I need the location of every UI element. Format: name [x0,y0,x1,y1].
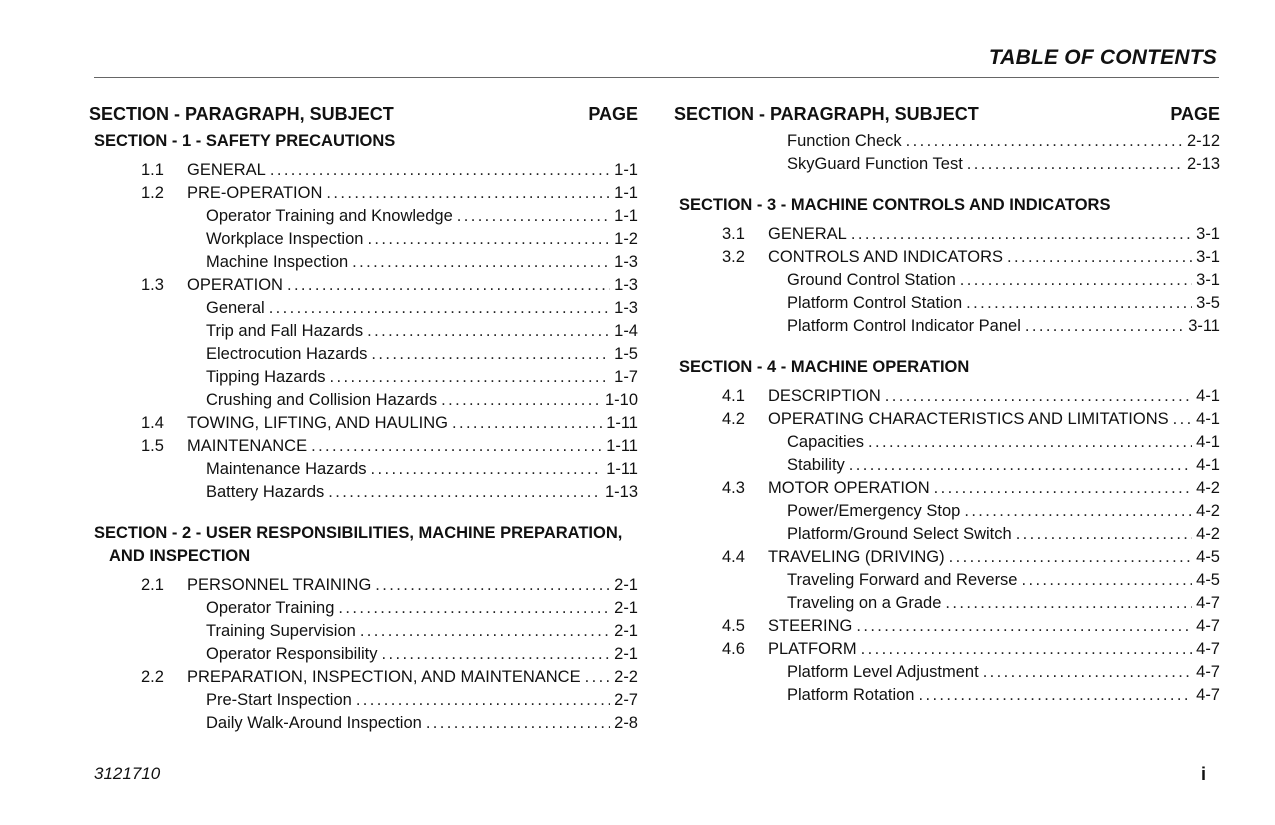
toc-entry-label: PLATFORM [768,640,857,658]
dot-leader [585,666,611,689]
toc-entry[interactable] [674,661,1220,684]
toc-entry-page: 2-1 [614,599,638,617]
dot-leader [270,159,610,182]
toc-entry-label: MAINTENANCE [187,437,308,455]
dot-leader [426,712,610,735]
toc-entry[interactable] [674,153,1220,176]
column-header-page: PAGE [588,104,638,124]
toc-entry[interactable] [674,431,1220,454]
toc-entry-label: Trip and Fall Hazards [206,322,364,340]
toc-entry-number: 2.2 [141,668,164,686]
toc-entry-page: 4-1 [1196,433,1220,451]
dot-leader [371,458,603,481]
toc-entry-page: 1-11 [606,437,638,455]
toc-entry[interactable] [89,666,638,689]
toc-entry-label: Stability [787,456,845,474]
toc-entry[interactable] [674,638,1220,661]
toc-entry-label: Platform Level Adjustment [787,663,979,681]
toc-list [674,223,1220,338]
dot-leader [1173,408,1193,431]
toc-entry[interactable] [89,297,638,320]
toc-entry-label: Battery Hazards [206,483,325,501]
dot-leader [441,389,601,412]
toc-entry-label: Traveling Forward and Reverse [787,571,1018,589]
toc-entry[interactable] [89,228,638,251]
dot-leader [1025,315,1184,338]
toc-entry[interactable] [89,343,638,366]
toc-entry-page: 1-1 [614,207,638,225]
toc-entry-label: PREPARATION, INSPECTION, AND MAINTENANCE [187,668,581,686]
toc-entry-number: 4.6 [722,640,745,658]
section-title-2-line2: AND INSPECTION [109,547,251,565]
toc-entry-label: OPERATION [187,276,283,294]
toc-entry-number: 1.4 [141,414,164,432]
toc-entry-page: 4-7 [1196,617,1220,635]
toc-entry-page: 1-3 [614,276,638,294]
toc-entry-page: 1-13 [604,483,638,501]
dot-leader [949,546,1193,569]
toc-entry-page: 2-1 [614,576,638,594]
toc-list-continued [674,130,1220,176]
toc-entry[interactable] [89,689,638,712]
toc-entry-page: 3-1 [1196,248,1220,266]
toc-entry[interactable] [674,269,1220,292]
dot-leader [457,205,610,228]
toc-entry-label: Operator Responsibility [206,645,378,663]
dot-leader [371,343,610,366]
toc-entry-label: OPERATING CHARACTERISTICS AND LIMITATIONS [768,410,1169,428]
toc-entry-label: TOWING, LIFTING, AND HAULING [187,414,448,432]
dot-leader [382,643,611,666]
toc-entry-page: 1-1 [614,161,638,179]
dot-leader [311,435,602,458]
toc-entry-label: TRAVELING (DRIVING) [768,548,945,566]
toc-entry-label: Machine Inspection [206,253,349,271]
toc-entry-label: Platform Control Station [787,294,963,312]
toc-entry-number: 4.5 [722,617,745,635]
toc-entry-number: 1.3 [141,276,164,294]
dot-leader [967,153,1183,176]
toc-entry-number: 2.1 [141,576,164,594]
column-header [89,101,638,128]
toc-entry-page: 1-4 [614,322,638,340]
dot-leader [367,228,610,251]
toc-entry-page: 4-7 [1196,663,1220,681]
dot-leader [352,251,610,274]
toc-list [674,385,1220,707]
toc-entry[interactable] [89,274,638,297]
dot-leader [960,269,1192,292]
toc-entry-label: Function Check [787,132,902,150]
dot-leader [367,320,610,343]
toc-entry[interactable] [89,159,638,182]
toc-entry-number: 4.1 [722,387,745,405]
toc-entry[interactable] [89,320,638,343]
toc-entry[interactable] [674,500,1220,523]
toc-entry-label: Platform Rotation [787,686,915,704]
toc-entry-label: CONTROLS AND INDICATORS [768,248,1004,266]
toc-entry[interactable] [674,315,1220,338]
toc-entry[interactable] [674,246,1220,269]
toc-entry-label: GENERAL [768,225,847,243]
toc-entry-number: 1.2 [141,184,164,202]
dot-leader [330,366,611,389]
toc-list [89,159,638,504]
toc-entry-page: 3-1 [1196,225,1220,243]
toc-entry[interactable] [89,251,638,274]
toc-entry[interactable] [89,205,638,228]
toc-entry-page: 2-12 [1186,132,1220,150]
dot-leader [360,620,610,643]
toc-entry[interactable] [674,684,1220,707]
toc-entry-label: GENERAL [187,161,266,179]
toc-entry-page: 4-7 [1196,594,1220,612]
dot-leader [983,661,1192,684]
column-header [674,101,1220,128]
column-header-subject: SECTION - PARAGRAPH, SUBJECT [674,104,979,124]
toc-entry-page: 4-5 [1196,548,1220,566]
toc-entry-label: DESCRIPTION [768,387,881,405]
toc-entry-page: 1-11 [606,414,638,432]
dot-leader [945,592,1192,615]
dot-leader [885,385,1192,408]
toc-entry-page: 1-3 [614,299,638,317]
toc-entry[interactable] [89,412,638,435]
toc-entry[interactable] [674,385,1220,408]
toc-column-left [89,101,638,735]
toc-entry-label: Tipping Hazards [206,368,326,386]
toc-entry-page: 4-1 [1196,456,1220,474]
toc-entry-page: 2-1 [614,645,638,663]
dot-leader [328,481,601,504]
section-title-3: SECTION - 3 - MACHINE CONTROLS AND INDICATORS [679,196,1111,214]
dot-leader [856,615,1192,638]
toc-entry-label: Electrocution Hazards [206,345,368,363]
toc-entry-page: 4-2 [1196,525,1220,543]
toc-entry-label: STEERING [768,617,853,635]
dot-leader [964,500,1192,523]
toc-entry-label: General [206,299,265,317]
dot-leader [326,182,610,205]
toc-entry-page: 4-2 [1196,479,1220,497]
toc-entry-label: Capacities [787,433,865,451]
toc-entry-number: 3.1 [722,225,745,243]
toc-entry-page: 4-2 [1196,502,1220,520]
dot-leader [287,274,610,297]
toc-entry-number: 4.2 [722,410,745,428]
toc-entry[interactable] [89,620,638,643]
toc-entry-page: 2-1 [614,622,638,640]
toc-entry[interactable] [674,546,1220,569]
toc-entry-label: Traveling on a Grade [787,594,942,612]
dot-leader [906,130,1183,153]
column-header-subject: SECTION - PARAGRAPH, SUBJECT [89,104,394,124]
toc-entry[interactable] [89,366,638,389]
toc-entry-number: 1.1 [141,161,164,179]
toc-entry[interactable] [89,481,638,504]
toc-entry-label: Power/Emergency Stop [787,502,961,520]
page-title: TABLE OF CONTENTS [988,46,1217,69]
toc-entry-label: Crushing and Collision Hazards [206,391,438,409]
toc-entry-page: 1-3 [614,253,638,271]
toc-entry-label: MOTOR OPERATION [768,479,930,497]
dot-leader [966,292,1192,315]
dot-leader [1016,523,1192,546]
toc-entry[interactable] [674,223,1220,246]
toc-entry[interactable] [89,597,638,620]
dot-leader [934,477,1192,500]
toc-entry-number: 4.3 [722,479,745,497]
toc-entry[interactable] [89,643,638,666]
section-title-4: SECTION - 4 - MACHINE OPERATION [679,358,970,376]
toc-entry[interactable] [674,408,1220,431]
toc-entry-page: 3-11 [1188,317,1220,335]
toc-entry-page: 2-2 [614,668,638,686]
toc-entry-page: 1-11 [606,460,638,478]
toc-entry-page: 1-5 [614,345,638,363]
toc-entry-label: Platform/Ground Select Switch [787,525,1012,543]
toc-entry[interactable] [674,569,1220,592]
toc-entry[interactable] [674,130,1220,153]
toc-entry-page: 2-8 [614,714,638,732]
dot-leader [1021,569,1192,592]
dot-leader [849,454,1192,477]
column-header-page: PAGE [1170,104,1220,124]
dot-leader [356,689,610,712]
toc-entry-label: Workplace Inspection [206,230,364,248]
toc-entry[interactable] [674,592,1220,615]
toc-entry-label: PERSONNEL TRAINING [187,576,372,594]
dot-leader [861,638,1193,661]
toc-entry-label: Maintenance Hazards [206,460,367,478]
toc-entry-label: Training Supervision [206,622,356,640]
document-number: 3121710 [94,764,161,783]
toc-entry-label: Daily Walk-Around Inspection [206,714,422,732]
toc-entry[interactable] [89,435,638,458]
toc-entry-label: Platform Control Indicator Panel [787,317,1021,335]
toc-entry-page: 4-1 [1196,410,1220,428]
toc-entry-page: 4-5 [1196,571,1220,589]
dot-leader [918,684,1192,707]
toc-entry-number: 1.5 [141,437,164,455]
toc-entry[interactable] [89,458,638,481]
header-rule [94,77,1219,78]
toc-entry[interactable] [89,712,638,735]
toc-entry[interactable] [674,477,1220,500]
toc-entry-page: 1-7 [614,368,638,386]
toc-entry[interactable] [674,292,1220,315]
dot-leader [851,223,1192,246]
toc-entry-page: 2-13 [1186,155,1220,173]
dot-leader [269,297,610,320]
toc-entry[interactable] [674,454,1220,477]
toc-entry[interactable] [89,182,638,205]
toc-entry-page: 4-7 [1196,640,1220,658]
toc-entry-label: Operator Training [206,599,335,617]
section-title-1: SECTION - 1 - SAFETY PRECAUTIONS [94,132,396,150]
toc-list [89,574,638,735]
toc-entry-number: 3.2 [722,248,745,266]
toc-entry-page: 1-2 [614,230,638,248]
dot-leader [338,597,610,620]
toc-entry-page: 2-7 [614,691,638,709]
toc-entry-label: PRE-OPERATION [187,184,323,202]
dot-leader [1007,246,1192,269]
toc-entry-page: 3-5 [1196,294,1220,312]
toc-entry[interactable] [89,389,638,412]
section-title-2 [94,522,638,568]
toc-entry-number: 4.4 [722,548,745,566]
section-title-2-line1: SECTION - 2 - USER RESPONSIBILITIES, MACHINE PREPARATION, [94,524,623,542]
toc-entry-page: 3-1 [1196,271,1220,289]
toc-entry-page: 4-1 [1196,387,1220,405]
toc-entry-page: 4-7 [1196,686,1220,704]
toc-entry[interactable] [89,574,638,597]
toc-entry[interactable] [674,615,1220,638]
dot-leader [452,412,602,435]
toc-entry-label: SkyGuard Function Test [787,155,963,173]
dot-leader [868,431,1192,454]
toc-entry-label: Ground Control Station [787,271,956,289]
toc-entry-label: Pre-Start Inspection [206,691,352,709]
toc-column-right [674,101,1220,707]
toc-entry-label: Operator Training and Knowledge [206,207,453,225]
toc-entry-page: 1-1 [614,184,638,202]
dot-leader [375,574,610,597]
toc-entry-page: 1-10 [604,391,638,409]
toc-entry[interactable] [674,523,1220,546]
page-number: i [1200,764,1206,784]
